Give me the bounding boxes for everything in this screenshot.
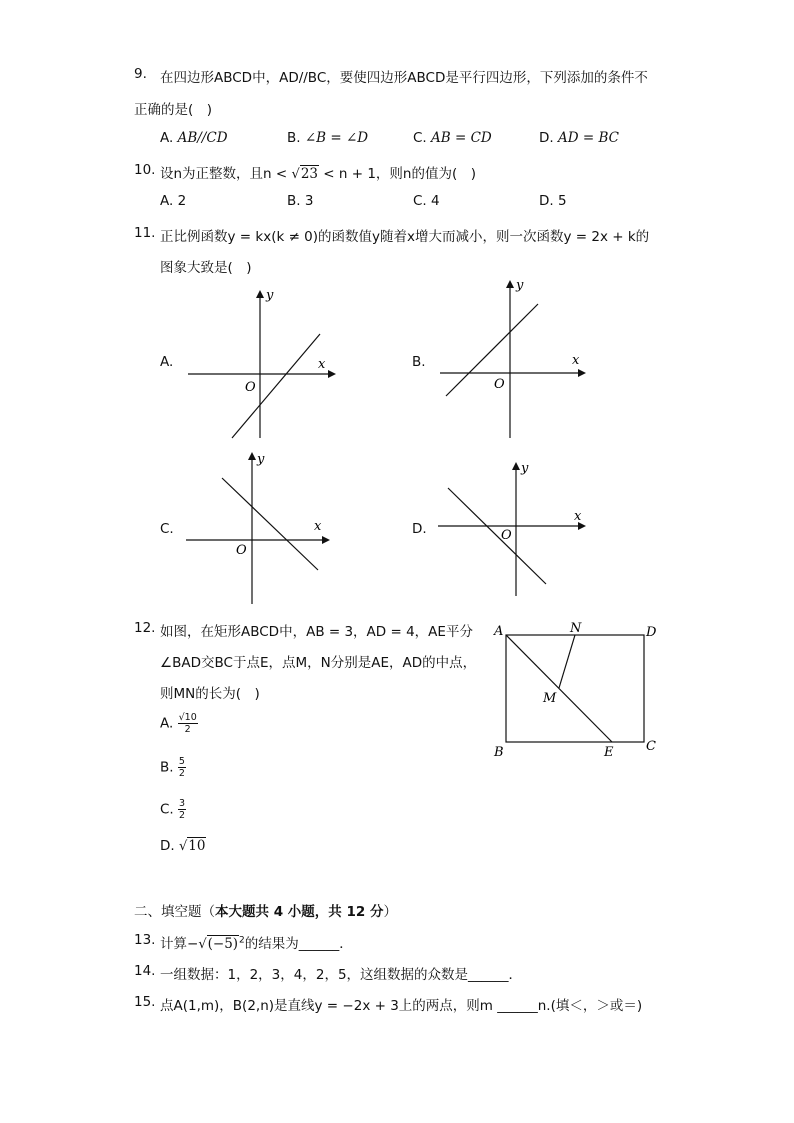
- y-axis-arrow: [506, 280, 514, 288]
- q14-number: 14.: [134, 963, 156, 979]
- q12-stem-line1: 如图，在矩形ABCD中，AB = 3，AD = 4，AE平分: [160, 624, 473, 640]
- q11-graph-a[interactable]: [180, 282, 340, 442]
- x-label: x: [314, 519, 322, 534]
- line-graph: [446, 304, 538, 396]
- label-b: B: [494, 745, 504, 760]
- fraction: $\frac{3}{2}$: [179, 798, 186, 821]
- label-n: N: [570, 621, 582, 636]
- label-a: A: [494, 624, 504, 639]
- label-d: D: [646, 625, 657, 640]
- label-m: M: [543, 691, 557, 706]
- x-axis-arrow: [328, 370, 336, 378]
- q9-option-c[interactable]: C. AB = CD: [413, 130, 492, 146]
- fraction: $\frac{√10}{2}$: [178, 712, 197, 735]
- y-label: y: [516, 278, 524, 293]
- q9-stem-line2: 正确的是( ): [134, 102, 213, 118]
- y-axis-arrow: [512, 462, 520, 470]
- segment-ae: [506, 635, 612, 742]
- line-graph: [448, 488, 546, 584]
- q11-option-d-label[interactable]: D.: [412, 521, 427, 537]
- q13-stem: 计算$-√(-5)^2$的结果为______．: [160, 935, 353, 952]
- q10-number: 10.: [134, 162, 156, 178]
- y-axis-arrow: [256, 290, 264, 298]
- section-title: 二、填空题（本大题共 4 小题，共 12 分）: [134, 904, 397, 920]
- q11-option-b-label[interactable]: B.: [412, 354, 426, 370]
- q12-stem-line3: 则MN的长为( ): [160, 686, 260, 702]
- q12-option-d[interactable]: D. √10: [160, 838, 206, 854]
- q11-graph-d[interactable]: [432, 458, 592, 598]
- x-axis-arrow: [322, 536, 330, 544]
- rectangle-abcd: [506, 635, 644, 742]
- q11-option-a-label[interactable]: A.: [160, 354, 174, 370]
- q10-option-d[interactable]: D. 5: [539, 193, 567, 209]
- q12-number: 12.: [134, 620, 156, 636]
- x-label: x: [318, 357, 326, 372]
- q10-stem: 设n为正整数，且n < √23 < n + 1，则n的值为( ): [160, 166, 477, 182]
- q9-option-b[interactable]: B. ∠B = ∠D: [287, 130, 369, 146]
- radical-sign: √: [178, 839, 188, 854]
- q15-number: 15.: [134, 994, 156, 1010]
- origin-label: O: [494, 377, 505, 392]
- q11-stem-line2: 图象大致是( ): [160, 260, 252, 276]
- q11-number: 11.: [134, 225, 156, 241]
- q12-stem-line2: ∠BAD交BC于点E，点M，N分别是AE，AD的中点，: [160, 655, 477, 671]
- q10-option-b[interactable]: B. 3: [287, 193, 314, 209]
- label-e: E: [604, 745, 614, 760]
- y-label: y: [521, 461, 529, 476]
- fraction: $\frac{5}{2}$: [178, 756, 185, 779]
- radical-sign: √: [291, 167, 300, 182]
- segment-mn: [559, 635, 575, 688]
- q11-stem-line1: 正比例函数y = kx(k ≠ 0)的函数值y随着x增大而减小，则一次函数y = 2x + k的: [160, 229, 650, 245]
- q14-stem: 一组数据：1，2，3，4，2，5，这组数据的众数是______．: [160, 967, 523, 983]
- origin-label: O: [236, 543, 247, 558]
- y-label: y: [257, 452, 265, 467]
- q12-option-b[interactable]: B. $\frac{5}{2}$: [160, 756, 185, 779]
- q15-stem: 点A(1,m)，B(2,n)是直线y = −2x + 3上的两点，则m ______n.(填＜，＞或＝): [160, 998, 643, 1014]
- q12-option-c[interactable]: C. $\frac{3}{2}$: [160, 798, 186, 821]
- q12-rectangle-figure: [488, 618, 668, 764]
- q10-option-c[interactable]: C. 4: [413, 193, 440, 209]
- q11-option-c-label[interactable]: C.: [160, 521, 174, 537]
- q10-option-a[interactable]: A. 2: [160, 193, 187, 209]
- x-label: x: [572, 353, 580, 368]
- q11-graph-b[interactable]: [432, 276, 592, 442]
- radical-sign: √: [198, 937, 207, 952]
- y-label: y: [266, 288, 274, 303]
- q9-option-d[interactable]: D. AD = BC: [539, 130, 619, 146]
- q9-number: 9.: [134, 66, 147, 82]
- q9-option-a[interactable]: A. AB//CD: [160, 130, 228, 146]
- origin-label: O: [501, 528, 512, 543]
- q12-option-a[interactable]: A. $\frac{√10}{2}$: [160, 712, 197, 735]
- x-axis-arrow: [578, 369, 586, 377]
- q11-graph-c[interactable]: [180, 448, 340, 608]
- x-label: x: [574, 509, 582, 524]
- label-c: C: [646, 739, 656, 754]
- y-axis-arrow: [248, 452, 256, 460]
- q9-stem-line1: 在四边形ABCD中，AD//BC，要使四边形ABCD是平行四边形，下列添加的条件不: [160, 70, 648, 86]
- origin-label: O: [245, 380, 256, 395]
- q13-number: 13.: [134, 932, 156, 948]
